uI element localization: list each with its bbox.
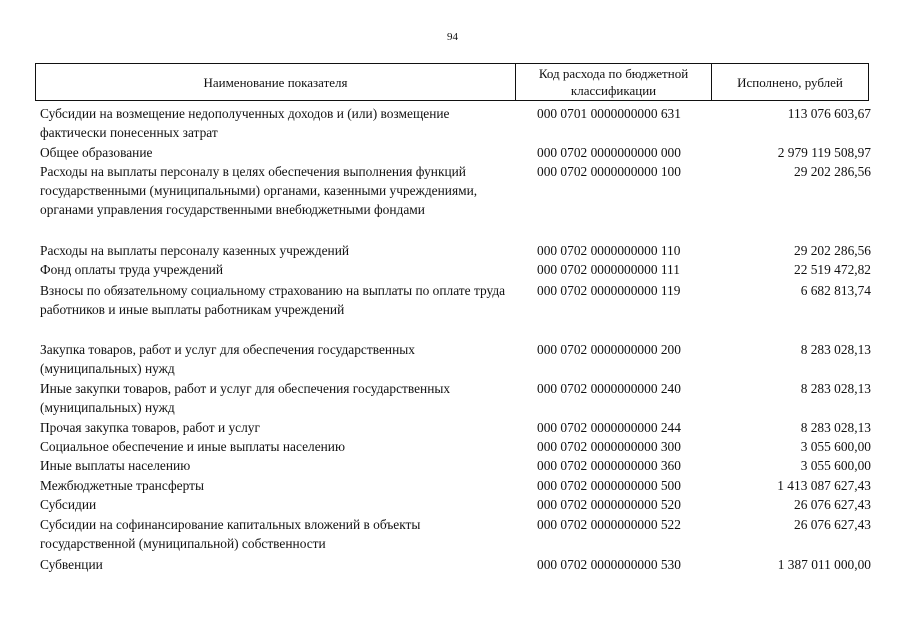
row-code: 000 0702 0000000000 119: [537, 283, 681, 298]
row-name: Расходы на выплаты персоналу в целях обеспечения выполнения функций государственными (муниципальными) органами, казенными учреждениями, органами управления государственными внебюджетными фондами: [40, 164, 478, 217]
row-code: 000 0702 0000000000 244: [537, 420, 681, 435]
row-amount: 8 283 028,13: [800, 420, 871, 435]
row-code: 000 0702 0000000000 522: [537, 517, 681, 532]
row-name: Социальное обеспечение и иные выплаты населению: [40, 439, 345, 454]
row-name: Межбюджетные трансферты: [40, 478, 204, 493]
row-name: Субсидии на возмещение недополученных доходов и (или) возмещение фактически понесенных затрат: [40, 106, 450, 140]
page-number: 94: [447, 31, 458, 43]
row-code: 000 0702 0000000000 520: [537, 497, 681, 512]
row-code: 000 0701 0000000000 631: [537, 106, 681, 121]
row-amount: 26 076 627,43: [794, 497, 871, 512]
row-code: 000 0702 0000000000 300: [537, 439, 681, 454]
row-code: 000 0702 0000000000 110: [537, 243, 681, 258]
row-amount: 26 076 627,43: [794, 517, 871, 532]
row-name: Взносы по обязательному социальному страхованию на выплаты по оплате труда работников и иные выплаты работникам учреждений: [40, 283, 506, 317]
row-amount: 29 202 286,56: [794, 243, 871, 258]
row-code: 000 0702 0000000000 360: [537, 458, 681, 473]
row-code: 000 0702 0000000000 111: [537, 262, 680, 277]
row-amount: 2 979 119 508,97: [777, 145, 871, 160]
row-code: 000 0702 0000000000 000: [537, 145, 681, 160]
header-indicator-name: Наименование показателя: [36, 64, 516, 100]
row-name: Иные выплаты населению: [40, 458, 191, 473]
row-name: Закупка товаров, работ и услуг для обеспечения государственных (муниципальных) нужд: [40, 342, 415, 376]
table-header: [35, 63, 869, 101]
row-amount: 3 055 600,00: [800, 458, 871, 473]
row-amount: 6 682 813,74: [800, 283, 871, 298]
row-name: Субсидии: [40, 497, 97, 512]
row-name: Прочая закупка товаров, работ и услуг: [40, 420, 260, 435]
row-name: Иные закупки товаров, работ и услуг для обеспечения государственных (муниципальных) нужд: [40, 381, 451, 415]
row-amount: 29 202 286,56: [794, 164, 871, 179]
row-name: Субсидии на софинансирование капитальных вложений в объекты государственной (муниципальной) собственности: [40, 517, 421, 551]
header-expense-code: Код расхода по бюджетной классификации: [516, 64, 712, 100]
row-amount: 8 283 028,13: [800, 342, 871, 357]
header-executed-amount: Исполнено, рублей: [737, 74, 843, 90]
row-name: Общее образование: [40, 145, 153, 160]
row-code: 000 0702 0000000000 100: [537, 164, 681, 179]
row-amount: 3 055 600,00: [800, 439, 871, 454]
row-code: 000 0702 0000000000 200: [537, 342, 681, 357]
row-amount: 113 076 603,67: [787, 106, 871, 121]
row-amount: 8 283 028,13: [800, 381, 871, 396]
row-amount: 1 387 011 000,00: [777, 557, 871, 572]
row-name: Фонд оплаты труда учреждений: [40, 262, 224, 277]
row-name: Расходы на выплаты персоналу казенных учреждений: [40, 243, 350, 258]
row-amount: 22 519 472,82: [794, 262, 871, 277]
row-code: 000 0702 0000000000 240: [537, 381, 681, 396]
row-code: 000 0702 0000000000 530: [537, 557, 681, 572]
row-code: 000 0702 0000000000 500: [537, 478, 681, 493]
row-amount: 1 413 087 627,43: [777, 478, 871, 493]
row-name: Субвенции: [40, 557, 103, 572]
